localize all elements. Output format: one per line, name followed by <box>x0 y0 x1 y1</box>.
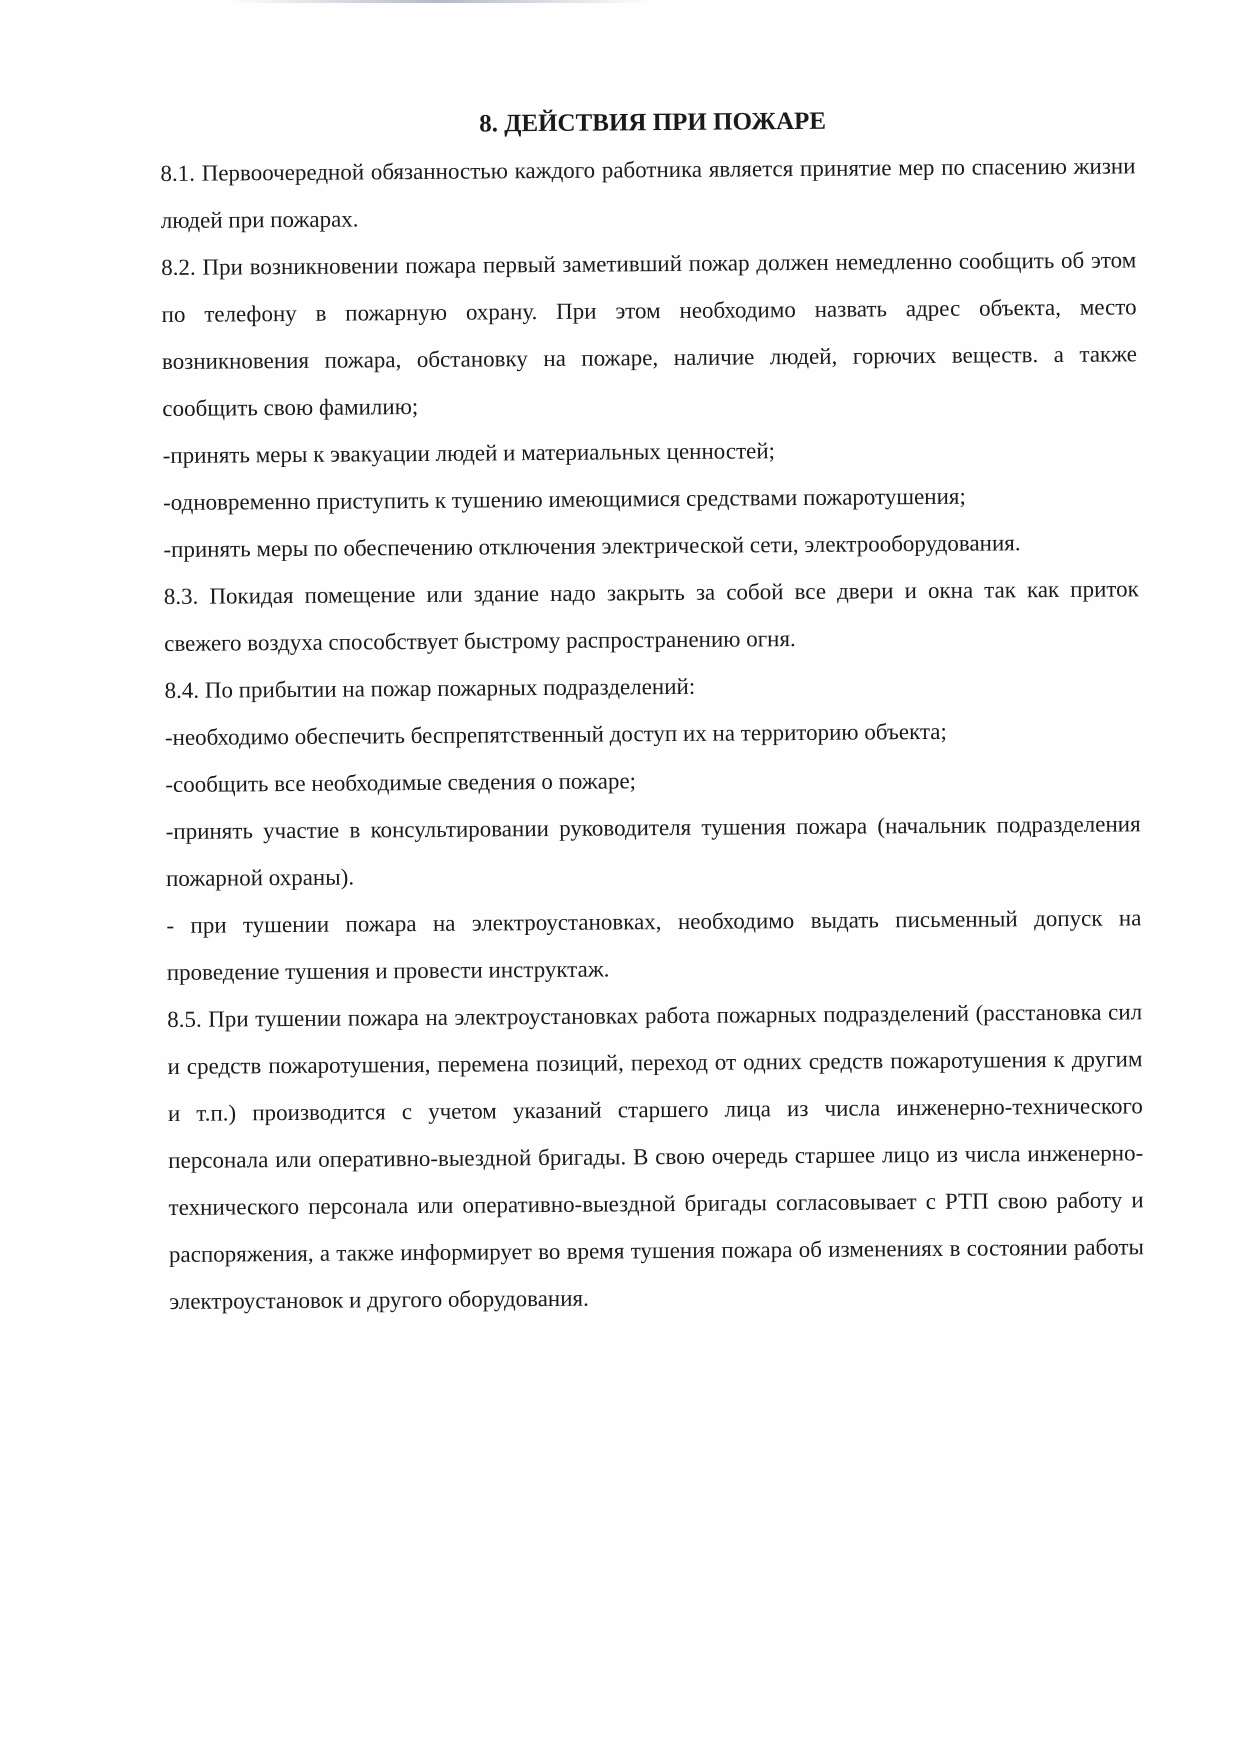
list-item-permit: - при тушении пожара на электроустановках, необходимо выдать письменный допуск на проведение тушения и провести инструктаж. <box>166 905 1142 985</box>
list-item-consulting: -принять участие в консультировании руководителя тушения пожара (начальник подразделения пожарной охраны). <box>165 811 1141 891</box>
list-item-access: -необходимо обеспечить беспрепятственный доступ их на территорию объекта; <box>164 718 947 750</box>
list-item-power-off: -принять меры по обеспечению отключения электрической сети, электрооборудования. <box>163 530 1021 562</box>
list-item-evacuation: -принять меры к эвакуации людей и материальных ценностей; <box>162 438 776 468</box>
paragraph-8-5: 8.5. При тушении пожара на электроустановках работа пожарных подразделений (расстановка сил и средств пожаротушения, перемена позиций, переход от одних средств пожаротушения к другим и т.п.) производится с учетом указаний старшего лица из числа инженерно-технического персонала или оперативно-выездной бригады. В свою очередь старшее лицо из числа инженерно-технического персонала или оперативно-выездной бригады согласовывает с РТП свою работу и распоряжения, а также информирует во время тушения пожара об изменениях в состоянии работы электроустановок и другого оборудования. <box>167 999 1145 1314</box>
document-body <box>160 102 1145 1325</box>
paragraph-8-2: 8.2. При возникновении пожара первый заметивший пожар должен немедленно сообщить об этом по телефону в пожарную охрану. При этом необходимо назвать адрес объекта, место возникновения пожара, обстановку на пожаре, наличие людей, горючих веществ. а также сообщить свою фамилию; <box>161 247 1138 421</box>
paragraph-8-1: 8.1. Первоочередной обязанностью каждого работника является принятие мер по спасению жизни людей при пожарах. <box>160 153 1136 233</box>
paragraph-8-4: 8.4. По прибытии на пожар пожарных подразделений: <box>164 673 696 703</box>
paragraph-8-3: 8.3. Покидая помещение или здание надо закрыть за собой все двери и окна так как приток свежего воздуха способствует быстрому распространению огня. <box>163 576 1139 656</box>
scan-edge-mark <box>230 0 650 3</box>
list-item-information: -сообщить все необходимые сведения о пожаре; <box>165 768 637 797</box>
list-item-extinguish: -одновременно приступить к тушению имеющимися средствами пожаротушения; <box>162 483 966 515</box>
section-title: 8. ДЕЙСТВИЯ ПРИ ПОЖАРЕ <box>479 107 827 138</box>
